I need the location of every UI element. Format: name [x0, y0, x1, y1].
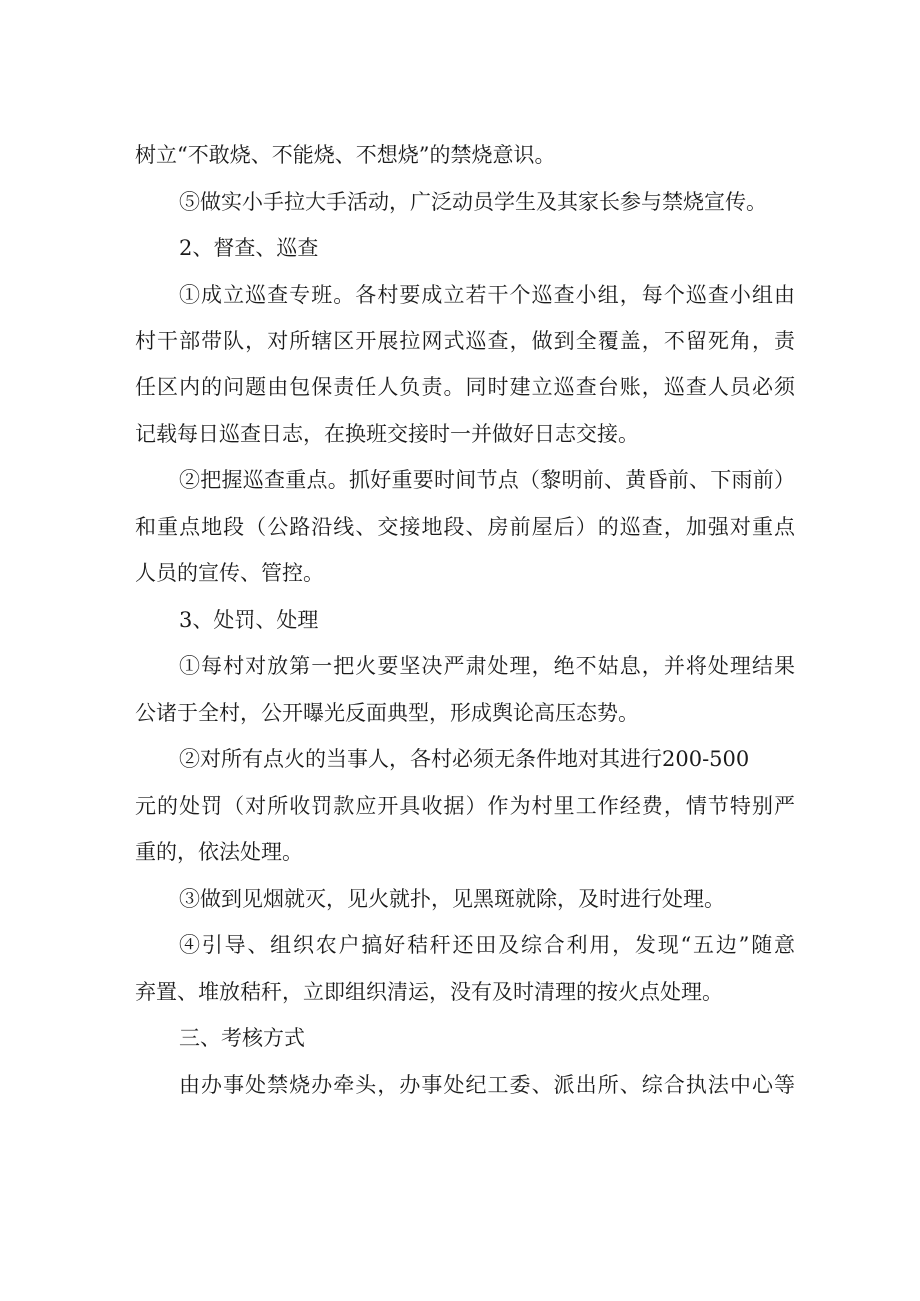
paragraph-line: 和重点地段（公路沿线、交接地段、房前屋后）的巡查，加强对重点	[135, 515, 795, 539]
paragraph-line: ①成立巡查专班。各村要成立若干个巡查小组，每个巡查小组由	[179, 283, 795, 307]
paragraph-line: ②把握巡查重点。抓好重要时间节点（黎明前、黄昏前、下雨前）	[179, 468, 795, 492]
paragraph-line: 记载每日巡查日志，在换班交接时一并做好日志交接。	[135, 422, 639, 446]
section-heading: 三、考核方式	[179, 1026, 305, 1050]
paragraph-line: 树立“不敢烧、不能烧、不想烧”的禁烧意识。	[135, 143, 556, 167]
paragraph-line: 弃置、堆放秸秆，立即组织清运，没有及时清理的按火点处理。	[135, 980, 723, 1004]
section-heading: 2、督查、巡查	[179, 236, 319, 260]
paragraph-line: ③做到见烟就灭，见火就扑，见黑斑就除，及时进行处理。	[179, 887, 725, 911]
paragraph-line: 重的，依法处理。	[135, 840, 303, 864]
paragraph-line: 由办事处禁烧办牵头，办事处纪工委、派出所、综合执法中心等	[179, 1073, 795, 1097]
paragraph-line: 任区内的问题由包保责任人负责。同时建立巡查台账，巡查人员必须	[135, 375, 795, 399]
section-heading: 3、处罚、处理	[179, 608, 319, 632]
paragraph-line: 元的处罚（对所收罚款应开具收据）作为村里工作经费，情节特别严	[135, 794, 795, 818]
paragraph-line: ②对所有点火的当事人，各村必须无条件地对其进行200-500	[179, 747, 750, 771]
paragraph-line: 公诸于全村，公开曝光反面典型，形成舆论高压态势。	[135, 701, 639, 725]
paragraph-line: ④引导、组织农户搞好秸秆还田及综合利用，发现“五边”随意	[179, 933, 795, 957]
paragraph-line: 人员的宣传、管控。	[135, 561, 324, 585]
paragraph-line: ⑤做实小手拉大手活动，广泛动员学生及其家长参与禁烧宣传。	[179, 190, 767, 214]
paragraph-line: ①每村对放第一把火要坚决严肃处理，绝不姑息，并将处理结果	[179, 654, 795, 678]
paragraph-line: 村干部带队，对所辖区开展拉网式巡查，做到全覆盖，不留死角，责	[135, 329, 795, 353]
